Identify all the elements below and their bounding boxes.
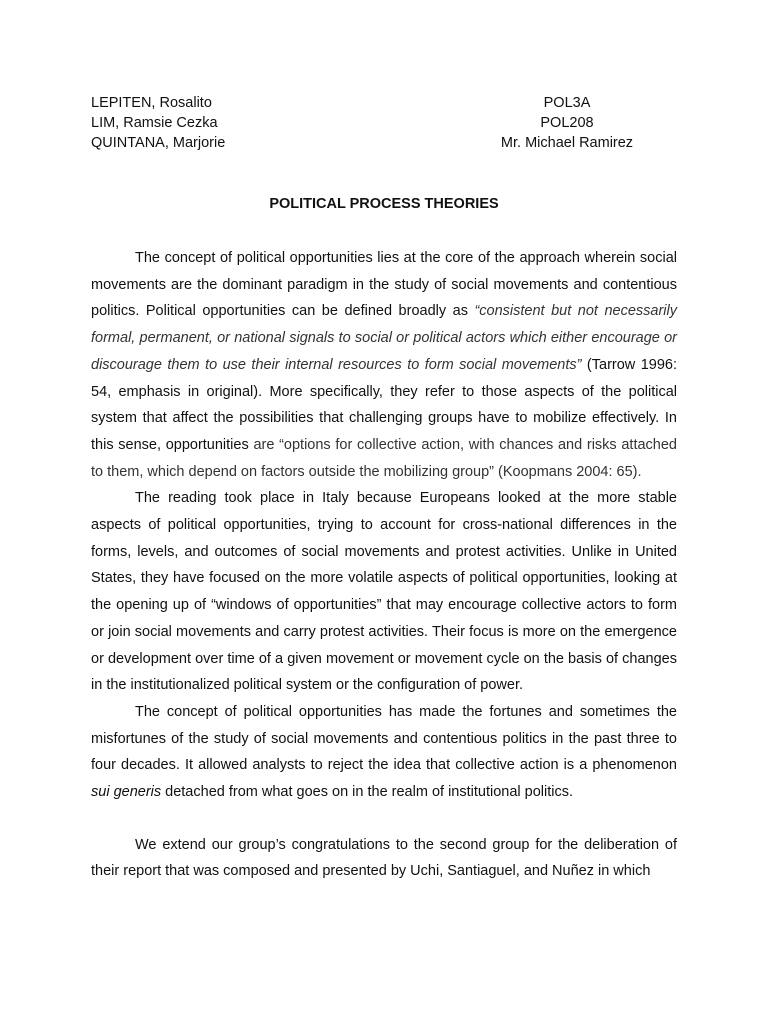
paragraph-text: (Tarrow 1996: 54, emphasis in original). More specifically, they refer to those aspects of the political system that affect the possibilities that challenging groups have to mobilize effectively. In this sense, opportunities (91, 356, 677, 453)
header-row (91, 133, 637, 153)
paragraph-1 (91, 245, 677, 485)
author-name: LIM, Ramsie Cezka (91, 115, 218, 131)
document-header (91, 93, 637, 153)
section-code: POL208 (540, 115, 594, 131)
paragraph-3 (91, 699, 677, 806)
paragraph-2: The reading took place in Italy because Europeans looked at the more stable aspects of political opportunities, trying to account for cross-national differences in the forms, levels, and outcomes of social movements and protest activities. Unlike in United States, they have focused on the more volatile aspects of political opportunities, looking at the opening up of “windows of opportunities” that may encourage collective actors to form or join social movements and carry protest activities. Their focus is more on the emergence or development over time of a given movement or movement cycle on the basis of changes in the institutionalized political system or the configuration of power. (91, 490, 677, 694)
paragraph-text: The concept of political opportunities lies at the core of the approach wherein social movements are the dominant paradigm in the study of social movements and contentious politics. Political opportunities can be defined broadly as (91, 250, 677, 320)
document-body (91, 245, 677, 885)
instructor-name: Mr. Michael Ramirez (500, 135, 634, 151)
header-row (91, 113, 637, 133)
author-name: LEPITEN, Rosalito (91, 95, 212, 111)
koopmans-quote: are “options for collective action, with chances and risks attached to them, which depend on factors outside the mobilizing group” (Koopmans 2004: 65). (91, 436, 677, 480)
document-title: POLITICAL PROCESS THEORIES (269, 196, 499, 212)
author-name: QUINTANA, Marjorie (91, 135, 226, 151)
header-row (91, 93, 637, 113)
paragraph-text: detached from what goes on in the realm of institutional politics. (161, 784, 573, 801)
paragraph-4: We extend our group’s congratulations to the second group for the deliberation of their report that was composed and presented by Uchi, Santiaguel, and Nuñez in which (91, 836, 677, 880)
tarrow-quote: “consistent but not necessarily formal, permanent, or national signals to social or political actors which either encourage or discourage them to use their internal resources to form social movements” (91, 303, 677, 373)
latin-term: sui generis (91, 784, 162, 801)
course-code: POL3A (543, 95, 591, 111)
paragraph-text: The concept of political opportunities has made the fortunes and sometimes the misfortunes of the study of social movements and contentious politics in the past three to four decades. It allowed analysts to reject the idea that collective action is a phenomenon (91, 703, 677, 774)
